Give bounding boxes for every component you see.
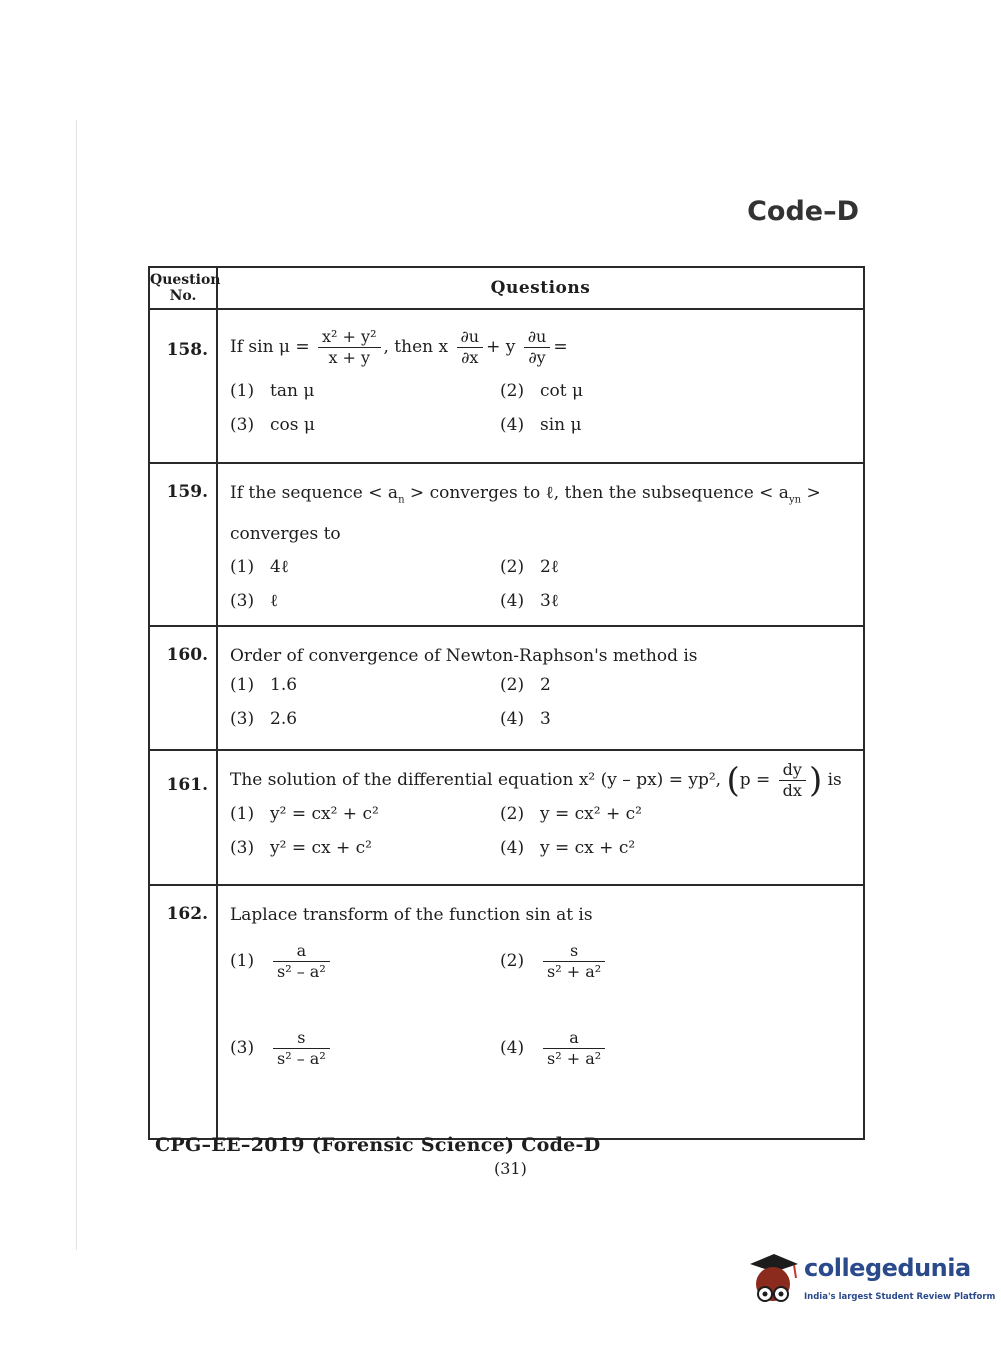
fraction — [273, 1029, 330, 1068]
question-stem — [230, 328, 855, 367]
stem-text: If the sequence < a — [230, 483, 399, 503]
question-number: 158. — [149, 309, 217, 463]
subscript: n — [398, 494, 405, 506]
denominator: s² – a² — [277, 962, 326, 982]
question-number: 161. — [149, 750, 217, 885]
option-number: (4) — [500, 415, 525, 435]
logo-tagline: India's largest Student Review Platform — [804, 1292, 996, 1302]
denominator: dx — [782, 781, 802, 801]
table-header-row — [149, 267, 864, 309]
question-content — [217, 463, 864, 626]
question-content — [217, 309, 864, 463]
page-number: (31) — [494, 1159, 527, 1178]
option-number: (4) — [500, 1038, 525, 1059]
fraction — [543, 942, 605, 981]
option-text: y = cx² + c² — [540, 804, 642, 825]
numerator: a — [543, 1029, 605, 1049]
denominator: s² + a² — [547, 1049, 602, 1069]
denominator: x + y — [328, 348, 371, 367]
question-stem — [230, 476, 855, 551]
option-text: cos μ — [270, 415, 315, 435]
numerator: ∂u — [524, 328, 551, 348]
denominator: ∂y — [528, 348, 546, 367]
option-text: y² = cx + c² — [270, 838, 372, 859]
fraction — [273, 942, 330, 981]
option-4 — [500, 589, 855, 613]
option-3 — [230, 413, 500, 437]
option-number: (1) — [230, 381, 255, 401]
stem-text: + y — [486, 337, 516, 357]
option-1 — [230, 673, 500, 697]
numerator: a — [273, 942, 330, 962]
collegedunia-logo — [744, 1250, 996, 1312]
stem-text: , then x — [383, 337, 449, 357]
left-paren: ( — [726, 760, 740, 801]
stem-text: > converges to ℓ, then the subsequence < a — [404, 483, 789, 503]
stem-text: = — [553, 337, 568, 357]
question-row-158 — [149, 309, 864, 463]
code-label: Code–D — [747, 196, 859, 227]
denominator: s² + a² — [547, 962, 602, 982]
option-number: (4) — [500, 591, 525, 612]
option-text: y² = cx² + c² — [270, 804, 379, 825]
question-number: 162. — [149, 885, 217, 1139]
option-4 — [500, 707, 855, 731]
option-text: tan μ — [270, 381, 315, 401]
mascot-icon — [744, 1250, 802, 1312]
stem-text: is — [827, 770, 842, 791]
col-header-question-no: Question No. — [149, 267, 217, 309]
option-number: (3) — [230, 1038, 255, 1059]
denominator: s² – a² — [277, 1049, 326, 1069]
option-2 — [500, 802, 855, 826]
option-4 — [500, 836, 855, 860]
stem-text: The solution of the differential equation x² (y – px) = yp², — [230, 770, 727, 791]
option-1 — [230, 555, 500, 579]
option-number: (1) — [230, 951, 255, 972]
numerator: s — [543, 942, 605, 962]
fraction — [318, 328, 380, 367]
question-row-160 — [149, 626, 864, 750]
option-number: (4) — [500, 709, 525, 730]
option-1 — [230, 942, 500, 981]
option-text: 2 — [540, 675, 551, 696]
options-grid — [230, 555, 855, 625]
option-1 — [230, 379, 500, 403]
question-row-162 — [149, 885, 864, 1139]
option-number: (1) — [230, 675, 255, 696]
fraction — [457, 328, 484, 367]
subscript: yn — [788, 494, 802, 506]
option-text: y = cx + c² — [540, 838, 636, 859]
options-grid — [230, 379, 855, 449]
stem-text: > — [801, 483, 821, 503]
stem-text: converges to — [230, 524, 341, 545]
option-number: (2) — [500, 675, 525, 696]
question-number: 159. — [149, 463, 217, 626]
option-3 — [230, 836, 500, 860]
option-number: (2) — [500, 951, 525, 972]
stem-text: If sin μ = — [230, 337, 310, 357]
option-2 — [500, 555, 855, 579]
option-number: (3) — [230, 415, 255, 435]
question-content — [217, 885, 864, 1139]
question-table — [148, 266, 865, 1140]
fraction — [779, 761, 806, 800]
fraction — [524, 328, 551, 367]
denominator: ∂x — [461, 348, 479, 367]
option-number: (1) — [230, 804, 255, 825]
option-number: (2) — [500, 381, 525, 401]
question-row-159 — [149, 463, 864, 626]
options-grid — [230, 802, 855, 872]
option-number: (3) — [230, 591, 255, 612]
option-number: (3) — [230, 838, 255, 859]
option-number: (1) — [230, 557, 255, 578]
col-header-questions: Questions — [217, 267, 864, 309]
question-number: 160. — [149, 626, 217, 750]
logo-wordmark: collegedunia — [804, 1254, 971, 1282]
option-2 — [500, 379, 855, 403]
question-stem: Order of convergence of Newton-Raphson's method is — [230, 646, 698, 667]
option-4 — [500, 413, 855, 437]
option-3 — [230, 707, 500, 731]
fraction — [543, 1029, 605, 1068]
option-text: 4ℓ — [270, 557, 289, 578]
option-4 — [500, 1029, 855, 1068]
option-text: 3 — [540, 709, 551, 730]
option-2 — [500, 673, 855, 697]
right-paren: ) — [808, 760, 823, 801]
option-number: (2) — [500, 804, 525, 825]
option-number: (4) — [500, 838, 525, 859]
question-stem: Laplace transform of the function sin at is — [230, 905, 593, 926]
question-stem — [230, 761, 855, 800]
option-text: 1.6 — [270, 675, 298, 696]
option-text: cot μ — [540, 381, 584, 401]
option-3 — [230, 1029, 500, 1068]
numerator: s — [273, 1029, 330, 1049]
option-number: (2) — [500, 557, 525, 578]
footer-title: CPG–EE–2019 (Forensic Science) Code-D — [155, 1134, 601, 1156]
options-grid — [230, 942, 855, 1080]
question-row-161 — [149, 750, 864, 885]
question-content — [217, 750, 864, 885]
option-number: (3) — [230, 709, 255, 730]
numerator: ∂u — [457, 328, 484, 348]
option-text: 2ℓ — [540, 557, 559, 578]
numerator: x² + y² — [318, 328, 380, 348]
option-text: 2.6 — [270, 709, 298, 730]
option-text: ℓ — [270, 591, 279, 612]
page-margin-line — [76, 120, 77, 1250]
option-text: sin μ — [540, 415, 582, 435]
stem-text: p = — [739, 770, 771, 791]
option-1 — [230, 802, 500, 826]
option-3 — [230, 589, 500, 613]
question-content — [217, 626, 864, 750]
numerator: dy — [779, 761, 806, 781]
option-2 — [500, 942, 855, 981]
options-grid — [230, 673, 855, 743]
option-text: 3ℓ — [540, 591, 559, 612]
